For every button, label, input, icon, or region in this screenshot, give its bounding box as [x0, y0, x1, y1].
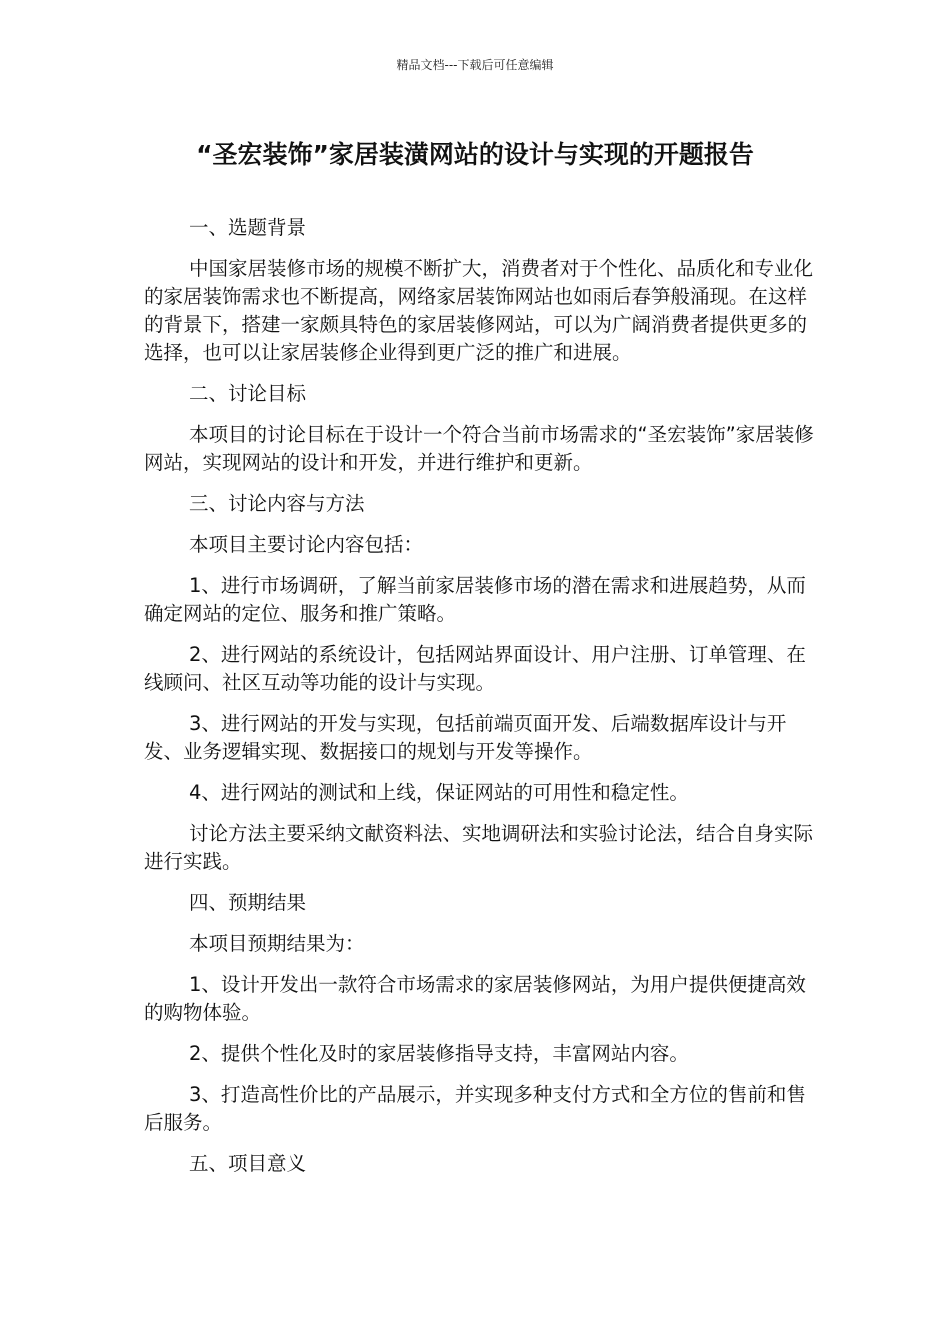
list-item-content-2: 2、进行网站的系统设计，包括网站界面设计、用户注册、订单管理、在线顾问、社区互动等功能的设计与实现。 [144, 643, 806, 694]
paragraph-methods: 讨论方法主要采纳文献资料法、实地调研法和实验讨论法，结合自身实际进行实践。 [144, 822, 814, 873]
document-title: “圣宏装饰”家居装潢网站的设计与实现的开题报告 [196, 140, 754, 169]
list-item-content-4: 4、进行网站的测试和上线，保证网站的可用性和稳定性。 [189, 781, 689, 804]
header-note: 精品文档---下载后可任意编辑 [396, 58, 554, 72]
paragraph-results-intro: 本项目预期结果为： [189, 932, 365, 955]
section-heading-goals: 二、讨论目标 [189, 382, 307, 405]
list-item-content-1: 1、进行市场调研，了解当前家居装修市场的潜在需求和进展趋势，从而确定网站的定位、服务和推广策略。 [144, 574, 806, 625]
paragraph-background: 中国家居装修市场的规模不断扩大，消费者对于个性化、品质化和专业化的家居装饰需求也不断提高，网络家居装饰网站也如雨后春笋般涌现。在这样的背景下，搭建一家颇具特色的家居装修网站，可以为广阔消费者提供更多的选择，也可以让家居装修企业得到更广泛的推广和进展。 [144, 257, 814, 364]
document-body [144, 214, 824, 1191]
list-item-result-2: 2、提供个性化及时的家居装修指导支持，丰富网站内容。 [189, 1042, 689, 1065]
paragraph-goals: 本项目的讨论目标在于设计一个符合当前市场需求的“圣宏装饰”家居装修网站，实现网站的设计和开发，并进行维护和更新。 [144, 423, 814, 474]
list-item-content-3: 3、进行网站的开发与实现，包括前端页面开发、后端数据库设计与开发、业务逻辑实现、数据接口的规划与开发等操作。 [144, 712, 787, 763]
section-heading-significance: 五、项目意义 [189, 1152, 307, 1175]
section-heading-expected-results: 四、预期结果 [189, 891, 307, 914]
list-item-result-1: 1、设计开发出一款符合市场需求的家居装修网站，为用户提供便捷高效的购物体验。 [144, 973, 806, 1024]
paragraph-content-intro: 本项目主要讨论内容包括： [189, 533, 424, 556]
section-heading-content-methods: 三、讨论内容与方法 [189, 492, 365, 515]
section-heading-background: 一、选题背景 [189, 216, 307, 239]
list-item-result-3: 3、打造高性价比的产品展示，并实现多种支付方式和全方位的售前和售后服务。 [144, 1083, 806, 1134]
